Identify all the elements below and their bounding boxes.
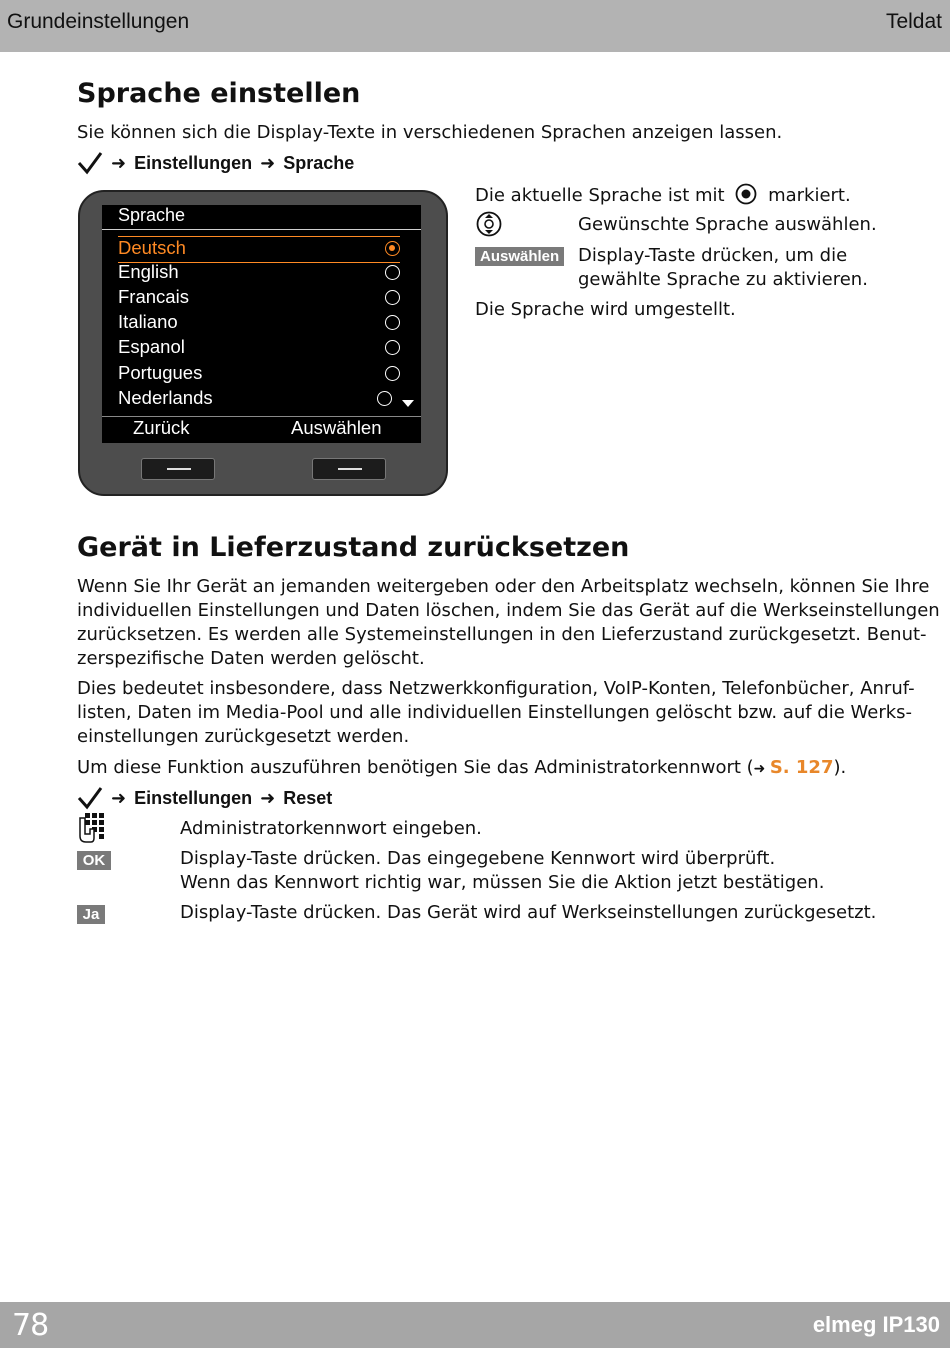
ja-softkey[interactable]: Ja <box>77 905 105 924</box>
language-option-selected[interactable] <box>118 236 400 263</box>
radio-icon <box>385 366 400 381</box>
text-line: listen, Daten im Media-Pool und alle individuellen Einstellungen gelöscht bzw. auf die Werks- <box>77 702 913 723</box>
menu-path-reset <box>77 786 332 810</box>
display-title: Sprache <box>118 205 186 225</box>
navigation-key-icon <box>476 210 502 238</box>
step-line: Wenn das Kennwort richtig war, müssen Sie die Aktion jetzt bestätigen. <box>180 872 825 893</box>
arrow-icon: ➜ <box>260 152 276 173</box>
menu-path-step: Einstellungen <box>134 152 253 173</box>
step-line: gewählte Sprache zu aktivieren. <box>578 269 868 290</box>
language-option[interactable] <box>118 261 400 286</box>
keypad-icon <box>77 812 107 844</box>
header-brand: Teldat <box>885 10 942 33</box>
header-chapter: Grundeinstellungen <box>7 10 190 33</box>
page-number: 78 <box>12 1308 49 1343</box>
text-post: ). <box>833 757 847 778</box>
language-label: Deutsch <box>118 237 186 258</box>
text-line: Wenn Sie Ihr Gerät an jemanden weitergeben oder den Arbeitsplatz wechseln, können Sie Ihre <box>77 576 930 597</box>
text-line: zurücksetzen. Es werden alle Systemeinstellungen in den Lieferzustand zurückgesetzt. Benut- <box>77 624 927 645</box>
text-pre: Um diese Funktion auszuführen benötigen Sie das Administratorkennwort ( <box>77 757 754 778</box>
arrow-icon: ➜ <box>111 787 127 808</box>
language-option[interactable] <box>118 286 400 311</box>
language-result-text: Die Sprache wird umgestellt. <box>475 299 736 320</box>
radio-selected-icon <box>735 183 757 205</box>
text-line: einstellungen zurückgesetzt werden. <box>77 726 410 747</box>
menu-path-language <box>77 151 354 175</box>
language-label: Espanol <box>118 336 185 357</box>
phone-display <box>102 205 421 443</box>
step-choose-language: Gewünschte Sprache auswählen. <box>578 214 877 235</box>
text-line: individuellen Einstellungen und Daten löschen, indem Sie das Gerät auf die Werkseinstellungen <box>77 600 940 621</box>
language-label: Portugues <box>118 362 203 383</box>
ok-softkey[interactable]: OK <box>77 851 111 870</box>
arrow-icon: ➜ <box>260 787 276 808</box>
language-label: Francais <box>118 286 189 307</box>
language-option[interactable] <box>118 387 400 412</box>
section-heading-reset: Gerät in Lieferzustand zurücksetzen <box>77 532 630 563</box>
checkmark-icon <box>77 786 103 810</box>
step-line: Display-Taste drücken. Das eingegebene Kennwort wird überprüft. <box>180 848 776 869</box>
reset-paragraph-3 <box>77 756 846 781</box>
softkey-select-label: Auswählen <box>291 417 382 438</box>
page-footer <box>0 1302 950 1348</box>
text-line: Dies bedeutet insbesondere, dass Netzwerkkonfiguration, VoIP-Konten, Telefonbücher, Anruf- <box>77 678 915 699</box>
intro-text: Sie können sich die Display-Texte in verschiedenen Sprachen anzeigen lassen. <box>77 122 783 143</box>
menu-path-step: Reset <box>283 787 333 808</box>
page-header <box>0 0 950 52</box>
step-line: Display-Taste drücken, um die <box>578 245 848 266</box>
menu-path-step: Sprache <box>283 152 355 173</box>
arrow-icon: ➜ <box>111 152 127 173</box>
step-enter-password: Administratorkennwort eingeben. <box>180 818 482 839</box>
language-label: Italiano <box>118 311 178 332</box>
product-name: elmeg IP130 <box>812 1312 940 1337</box>
softkey-back-label: Zurück <box>133 417 190 438</box>
language-option[interactable] <box>118 336 400 361</box>
reset-paragraph-2 <box>77 677 915 749</box>
display-divider <box>102 229 421 230</box>
right-display-key[interactable] <box>312 458 386 480</box>
step-press-select <box>578 244 868 292</box>
step-press-ja: Display-Taste drücken. Das Gerät wird auf Werkseinstellungen zurückgesetzt. <box>180 902 877 923</box>
menu-path-step: Einstellungen <box>134 787 253 808</box>
radio-icon <box>385 290 400 305</box>
auswaehlen-softkey[interactable]: Auswählen <box>475 247 564 266</box>
reset-paragraph-1 <box>77 575 940 671</box>
note-text-pre: Die aktuelle Sprache ist mit <box>475 185 725 206</box>
arrow-icon: ➜ <box>753 761 770 777</box>
page-reference-link[interactable]: S. 127 <box>769 757 834 778</box>
radio-selected-icon <box>385 241 400 256</box>
radio-icon <box>385 340 400 355</box>
section-heading-language: Sprache einstellen <box>77 78 361 109</box>
left-display-key[interactable] <box>141 458 215 480</box>
radio-icon <box>385 265 400 280</box>
current-language-note <box>475 183 851 208</box>
note-text-post: markiert. <box>768 185 851 206</box>
radio-icon <box>385 315 400 330</box>
language-label: English <box>118 261 179 282</box>
radio-icon <box>377 391 392 406</box>
step-press-ok <box>180 847 824 895</box>
language-label: Nederlands <box>118 387 213 408</box>
text-line: zerspezifische Daten werden gelöscht. <box>77 648 425 669</box>
checkmark-icon <box>77 151 103 175</box>
language-option[interactable] <box>118 311 400 336</box>
language-option[interactable] <box>118 362 400 387</box>
scroll-down-icon <box>402 400 414 407</box>
